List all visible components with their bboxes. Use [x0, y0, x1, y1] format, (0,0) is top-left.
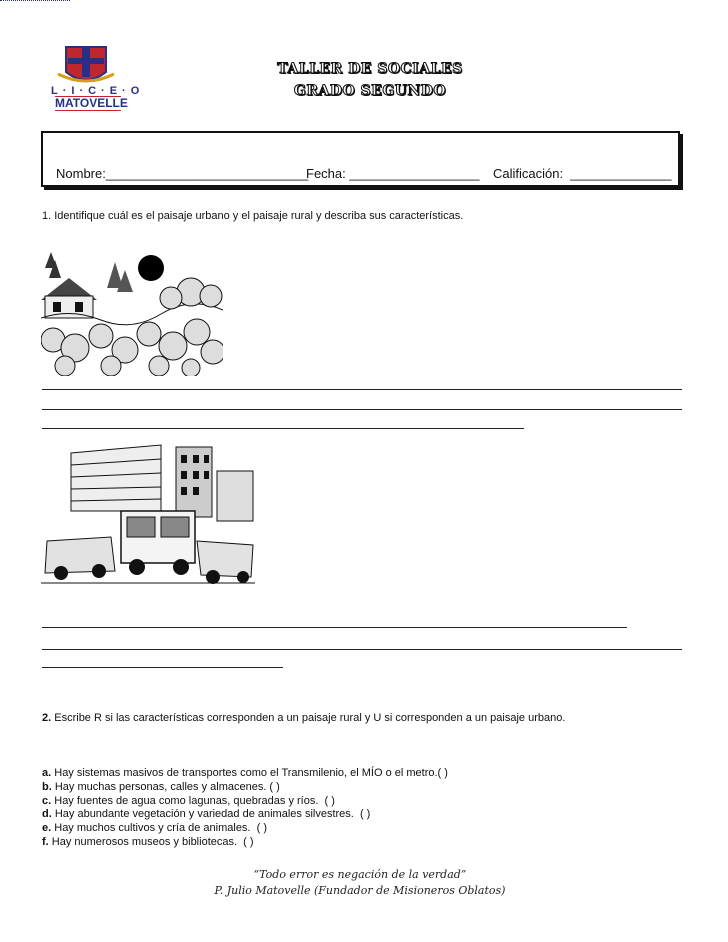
option-text: Hay abundante vegetación y variedad de animales silvestres. ( )	[51, 808, 371, 820]
worksheet-subtitle: GRADO SEGUNDO	[293, 83, 447, 99]
option-text: Hay muchas personas, calles y almacenes. ( )	[51, 781, 280, 793]
urban-landscape-image	[41, 441, 255, 597]
option-a[interactable]	[42, 767, 448, 779]
question-2	[42, 712, 565, 724]
option-f[interactable]	[42, 836, 254, 848]
option-letter: c.	[42, 795, 52, 807]
answer-line[interactable]	[42, 428, 524, 429]
grade-field[interactable]: Calificación: ______________	[493, 166, 672, 181]
option-text: Hay fuentes de agua como lagunas, quebradas y ríos. ( )	[51, 795, 335, 807]
option-c[interactable]	[42, 795, 335, 807]
question-2-number: 2.	[42, 712, 52, 724]
option-b[interactable]	[42, 781, 280, 793]
option-text: Hay muchos cultivos y cría de animales. ( )	[51, 822, 267, 834]
option-text: Hay numerosos museos y bibliotecas. ( )	[48, 836, 254, 848]
option-letter: b.	[42, 781, 52, 793]
name-field[interactable]: Nombre:____________________________	[56, 166, 309, 181]
answer-line[interactable]	[42, 627, 627, 628]
option-d[interactable]	[42, 808, 370, 820]
worksheet-title: TALLER DE SOCIALES	[277, 61, 463, 77]
logo-liceo-text: L·I·C·E·O	[51, 85, 145, 97]
question-2-text: Escribe R si las características corresponden a un paisaje rural y U si corresponden a un paisaje urbano.	[51, 712, 566, 724]
option-letter: f.	[42, 836, 49, 848]
option-e[interactable]	[42, 822, 267, 834]
rural-landscape-image	[41, 248, 223, 376]
answer-line[interactable]	[42, 649, 682, 650]
logo-matovelle-text: MATOVELLE	[55, 96, 128, 110]
date-field[interactable]: Fecha: __________________	[306, 166, 480, 181]
option-letter: a.	[42, 767, 52, 779]
logo-underline	[0, 0, 70, 4]
answer-line[interactable]	[42, 409, 682, 410]
question-1: 1. Identifique cuál es el paisaje urbano y el paisaje rural y describa sus características.	[42, 210, 464, 222]
footer-author: P. Julio Matovelle (Fundador de Misioneros Oblatos)	[214, 884, 506, 897]
answer-line[interactable]	[42, 667, 283, 668]
option-text: Hay sistemas masivos de transportes como el Transmilenio, el MÍO o el metro.( )	[51, 767, 448, 779]
footer-quote: “Todo error es negación de la verdad”	[253, 868, 467, 881]
option-letter: d.	[42, 808, 52, 820]
option-letter: e.	[42, 822, 52, 834]
answer-line[interactable]	[42, 389, 682, 390]
